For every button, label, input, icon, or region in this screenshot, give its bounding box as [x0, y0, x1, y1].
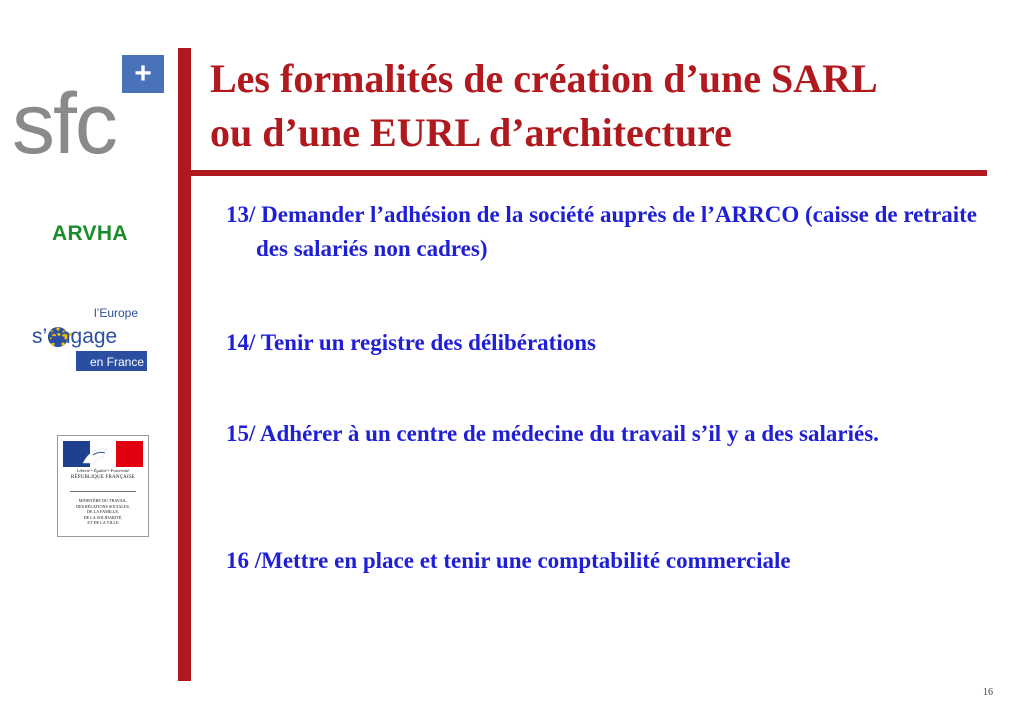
sfc-plus-icon: +: [134, 57, 152, 90]
arvha-label: ARVHA: [52, 222, 128, 245]
republique-francaise-logo: [57, 435, 149, 537]
sfc-logo-text: sfc: [12, 76, 116, 165]
rf-republique-text: RÉPUBLIQUE FRANÇAISE: [70, 475, 136, 480]
marianne-flag-icon: [63, 441, 143, 467]
europe-logo-line1: l’Europe: [94, 306, 139, 320]
europe-logo-line3: en France: [89, 355, 144, 369]
europe-logo-line2: s’engage: [32, 325, 118, 348]
list-item: 16 /Mettre en place et tenir une comptabilité commerciale: [226, 548, 791, 573]
sfc-logo: [12, 55, 172, 165]
title-underline-bar: [191, 170, 987, 176]
list-item: 13/ Demander l’adhésion de la société auprès de l’ARRCO (caisse de retraite des salariés non cadres): [226, 202, 978, 261]
europe-engage-logo: [32, 303, 147, 371]
list-item: 15/ Adhérer à un centre de médecine du travail s’il y a des salariés.: [226, 421, 879, 446]
rf-divider: [70, 491, 136, 492]
rf-ministere-text: MINISTÈRE DU TRAVAIL, DES RELATIONS SOCIALES, DE LA FAMILLE, DE LA SOLIDARITÉ, ET DE LA VILLE: [76, 498, 130, 526]
slide-title: [210, 52, 1000, 160]
vertical-accent-bar: [178, 48, 191, 681]
slide-title-line1: Les formalités de création d’une SARL: [210, 56, 878, 101]
slide-title-line2: ou d’une EURL d’architecture: [210, 110, 732, 155]
rf-motto: Liberté • Égalité • Fraternité: [76, 468, 130, 473]
page-number: 16: [983, 687, 993, 698]
list-item: 14/ Tenir un registre des délibérations: [226, 330, 596, 355]
